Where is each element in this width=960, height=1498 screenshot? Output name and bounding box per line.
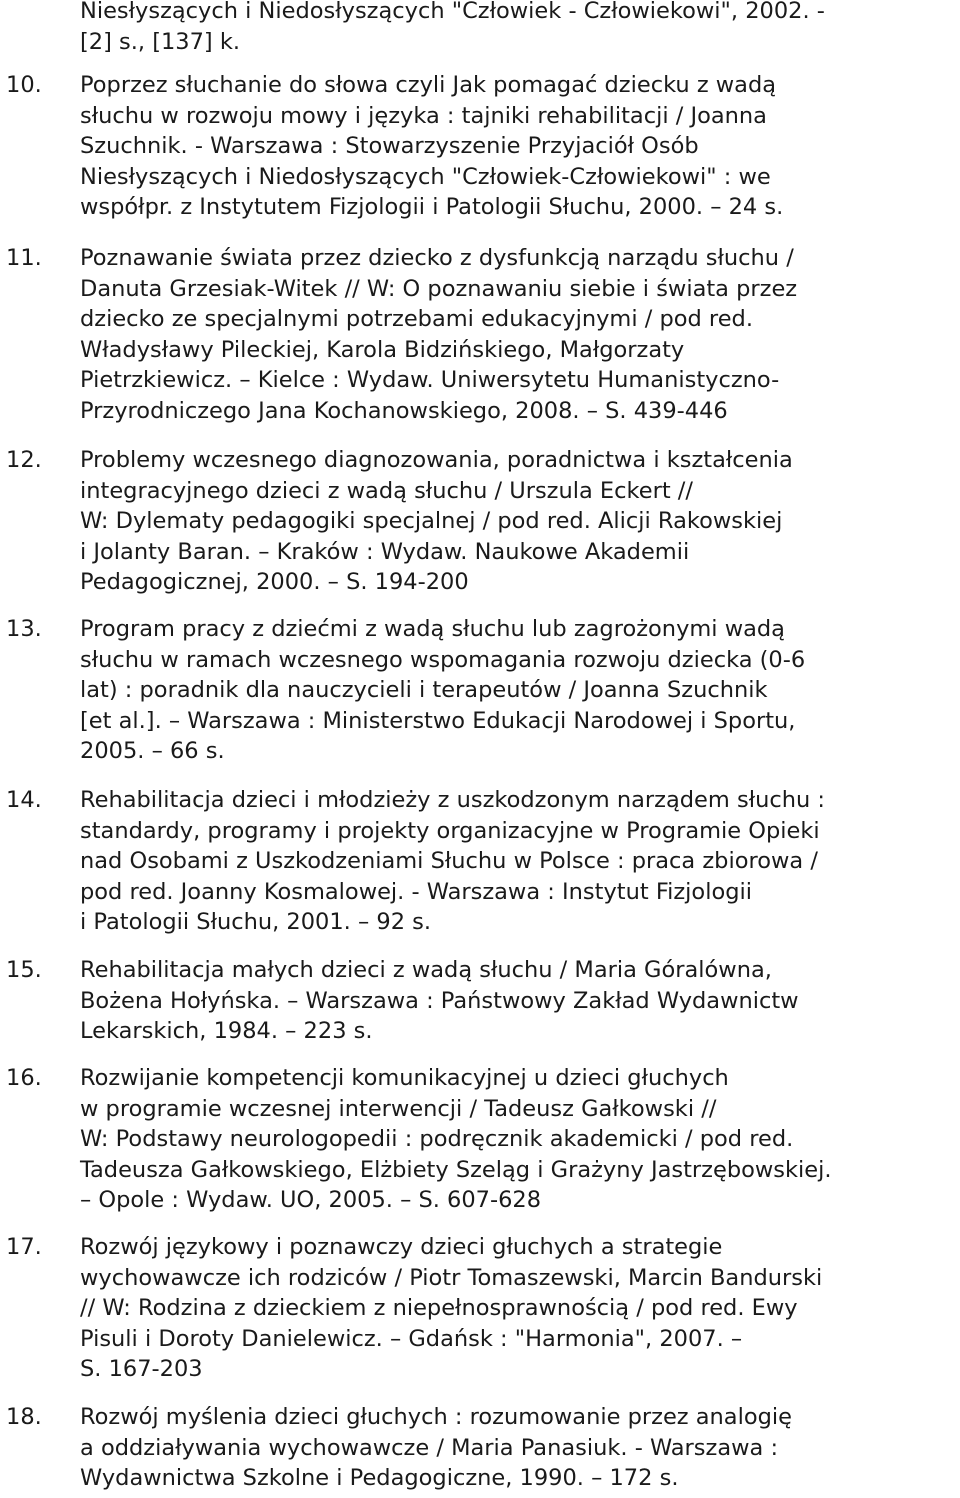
- entry-line: Rozwój myślenia dzieci głuchych : rozumowanie przez analogię: [80, 1404, 792, 1430]
- entry-line: pod red. Joanny Kosmalowej. - Warszawa : Instytut Fizjologii: [80, 878, 753, 905]
- entry-line: Bożena Hołyńska. – Warszawa : Państwowy Zakład Wydawnictw: [80, 987, 799, 1014]
- entry-line: Władysławy Pileckiej, Karola Bidzińskiego, Małgorzaty: [80, 336, 685, 363]
- entry-line: Rozwijanie kompetencji komunikacyjnej u dzieci głuchych: [80, 1065, 729, 1091]
- entry-line: Niesłyszących i Niedosłyszących "Człowiek-Człowiekowi" : we: [80, 163, 771, 190]
- entry-line: S. 167-203: [80, 1356, 203, 1383]
- entry-text: [80, 614, 958, 767]
- entry-text: [80, 955, 958, 1047]
- entry-line: Pietrzkiewicz. – Kielce : Wydaw. Uniwersytetu Humanistyczno-: [80, 367, 780, 394]
- entry-line: lat) : poradnik dla nauczycieli i terapeutów / Joanna Szuchnik: [80, 677, 768, 704]
- entry-text: [80, 243, 958, 427]
- entry-line: a oddziaływania wychowawcze / Maria Panasiuk. - Warszawa :: [80, 1434, 779, 1461]
- entry-line: Rehabilitacja małych dzieci z wadą słuchu / Maria Góralówna,: [80, 957, 772, 983]
- entry-number: 15.: [6, 957, 42, 983]
- entry-line: Problemy wczesnego diagnozowania, poradnictwa i kształcenia: [80, 447, 793, 473]
- entry-line: Pedagogicznej, 2000. – S. 194-200: [80, 569, 469, 596]
- entry-line: Rozwój językowy i poznawczy dzieci głuchych a strategie: [80, 1234, 723, 1260]
- entry-line: // W: Rodzina z dzieckiem z niepełnosprawnością / pod red. Ewy: [80, 1295, 798, 1322]
- entry-line: dziecko ze specjalnymi potrzebami edukacyjnymi / pod red.: [80, 306, 753, 333]
- entry-line: Tadeusza Gałkowskiego, Elżbiety Szeląg i Grażyny Jastrzębowskiej.: [80, 1156, 832, 1183]
- entry-number: 18.: [6, 1404, 42, 1430]
- entry-text: [80, 1232, 958, 1385]
- entry-number: 17.: [6, 1234, 42, 1260]
- entry-line: i Patologii Słuchu, 2001. – 92 s.: [80, 909, 432, 936]
- entry-text: [80, 1402, 958, 1494]
- entry-line: w programie wczesnej interwencji / Tadeusz Gałkowski //: [80, 1095, 717, 1122]
- entry-number: 16.: [6, 1065, 42, 1091]
- entry-line: integracyjnego dzieci z wadą słuchu / Urszula Eckert //: [80, 477, 693, 504]
- continued-line: [2] s., [137] k.: [80, 28, 241, 55]
- entry-line: Program pracy z dziećmi z wadą słuchu lub zagrożonymi wadą: [80, 616, 785, 642]
- entry-line: Poznawanie świata przez dziecko z dysfunkcją narządu słuchu /: [80, 245, 794, 271]
- entry-line: standardy, programy i projekty organizacyjne w Programie Opieki: [80, 817, 820, 844]
- entry-line: nad Osobami z Uszkodzeniami Słuchu w Polsce : praca zbiorowa /: [80, 848, 818, 875]
- entry-line: wychowawcze ich rodziców / Piotr Tomaszewski, Marcin Bandurski: [80, 1264, 823, 1291]
- entry-line: Pisuli i Doroty Danielewicz. – Gdańsk : "Harmonia", 2007. –: [80, 1325, 743, 1352]
- entry-line: Wydawnictwa Szkolne i Pedagogiczne, 1990. – 172 s.: [80, 1465, 679, 1492]
- entry-line: – Opole : Wydaw. UO, 2005. – S. 607-628: [80, 1187, 542, 1214]
- entry-number: 14.: [6, 787, 42, 813]
- entry-line: W: Podstawy neurologopedii : podręcznik akademicki / pod red.: [80, 1126, 794, 1153]
- continued-entry: [80, 0, 950, 57]
- continued-line: Niesłyszących i Niedosłyszących "Człowiek - Człowiekowi", 2002. -: [80, 0, 825, 24]
- entry-number: 10.: [6, 72, 42, 98]
- entry-line: Przyrodniczego Jana Kochanowskiego, 2008. – S. 439-446: [80, 397, 728, 424]
- entry-line: słuchu w rozwoju mowy i języka : tajniki rehabilitacji / Joanna: [80, 102, 767, 129]
- entry-line: Poprzez słuchanie do słowa czyli Jak pomagać dziecku z wadą: [80, 72, 777, 98]
- entry-line: Szuchnik. - Warszawa : Stowarzyszenie Przyjaciół Osób: [80, 133, 699, 160]
- entry-text: [80, 445, 958, 598]
- entry-line: W: Dylematy pedagogiki specjalnej / pod red. Alicji Rakowskiej: [80, 508, 783, 535]
- entry-number: 12.: [6, 447, 42, 473]
- entry-number: 11.: [6, 245, 42, 271]
- entry-line: Lekarskich, 1984. – 223 s.: [80, 1018, 373, 1045]
- entry-line: słuchu w ramach wczesnego wspomagania rozwoju dziecka (0-6: [80, 646, 806, 673]
- entry-text: [80, 1063, 958, 1216]
- entry-line: współpr. z Instytutem Fizjologii i Patologii Słuchu, 2000. – 24 s.: [80, 194, 784, 221]
- entry-text: [80, 70, 958, 223]
- entry-line: i Jolanty Baran. – Kraków : Wydaw. Naukowe Akademii: [80, 538, 690, 565]
- entry-line: Danuta Grzesiak-Witek // W: O poznawaniu siebie i świata przez: [80, 275, 798, 302]
- entry-text: [80, 785, 958, 938]
- entry-line: [et al.]. – Warszawa : Ministerstwo Edukacji Narodowej i Sportu,: [80, 707, 796, 734]
- entry-number: 13.: [6, 616, 42, 642]
- entry-line: Rehabilitacja dzieci i młodzieży z uszkodzonym narządem słuchu :: [80, 787, 825, 813]
- entry-line: 2005. – 66 s.: [80, 738, 225, 765]
